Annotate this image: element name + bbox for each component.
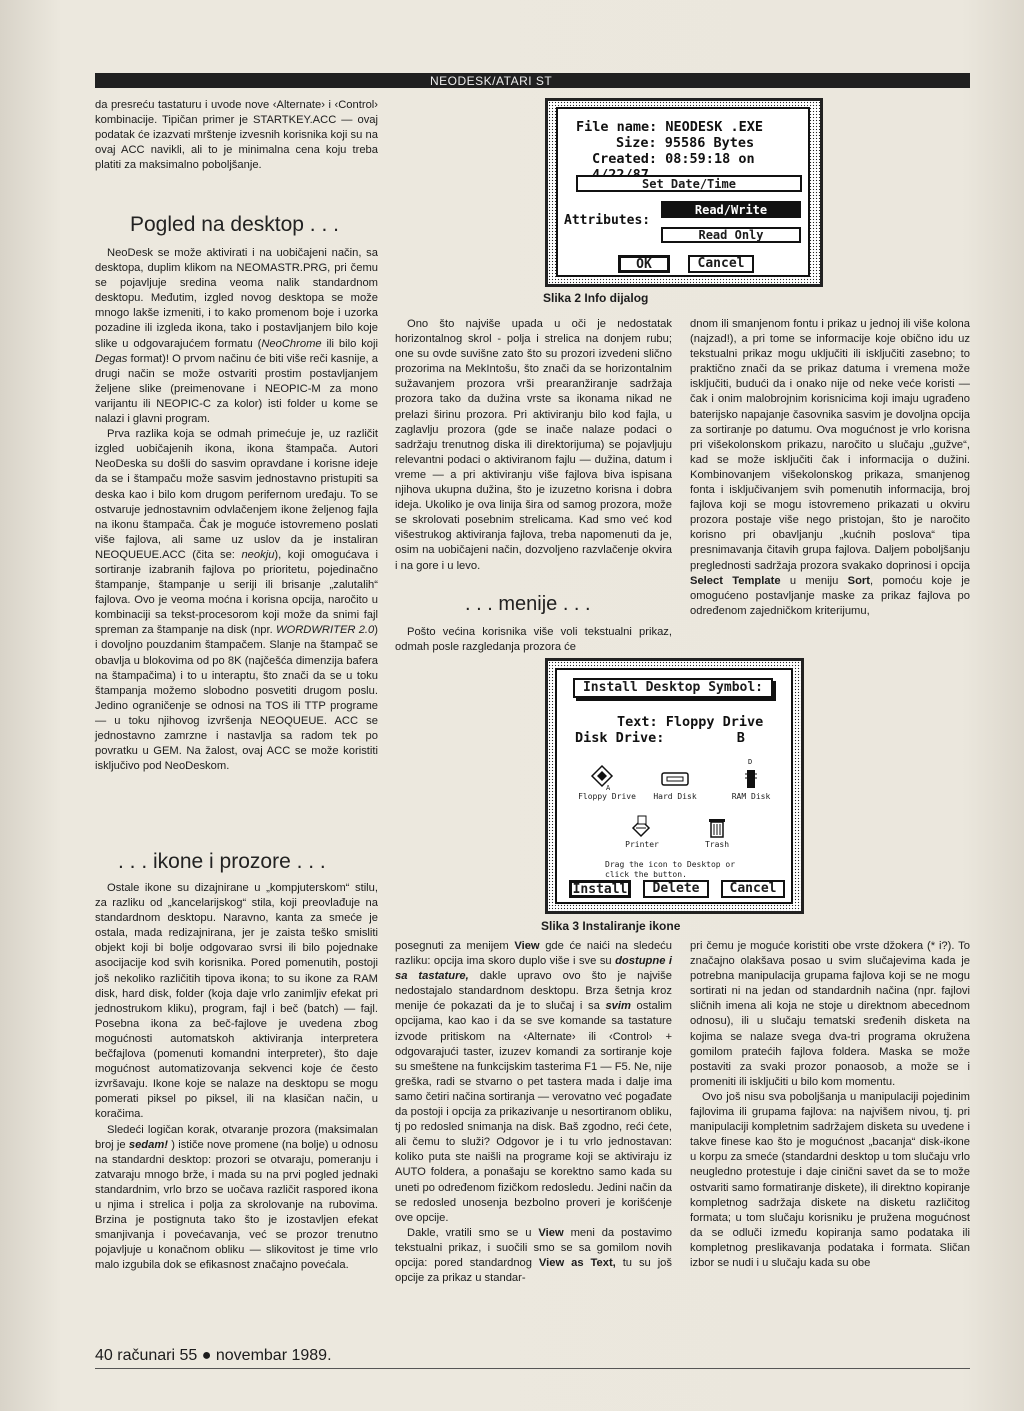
ram-disk-label: RAM Disk	[731, 792, 771, 801]
install-button[interactable]: Install	[569, 880, 631, 898]
disk-drive-label: Disk Drive:	[575, 730, 665, 746]
ram-disk-icon[interactable]	[745, 768, 757, 790]
drag-hint-text: Drag the icon to Desktop or click the button.	[605, 860, 736, 879]
bullet-icon: ●	[201, 1347, 212, 1364]
floppy-drive-icon[interactable]	[589, 764, 615, 788]
size-label: Size:	[616, 135, 657, 151]
created-label: Created:	[592, 151, 658, 167]
size-value: 95586 Bytes	[664, 135, 755, 151]
column-2-bottom	[395, 939, 672, 1286]
paragraph: dnom ili smanjenom fontu i prikaz u jednoj ili više kolona (najzad!), a pri tome se informacije koje obično idu uz tekstualni prikaz mogu uključiti ili isključiti zasebno; to praktično znači da se prikaz datuma i vremena može isključiti, budući da i onako nije od neke veće koristi — čak i onim malobrojnim korisnicima koji imaju ugrađeno baterijsko napajanje časovnika sasvim je dovoljna opcija za sortiranje po datumu. Ova mogućnost je vrlo korisna pri višekolonskom prikazu, naročito u slučaju „gužve“, kad se može isključiti čak i informacija o dužini. Kombinovanjem višekolonskog prikaza, smanjenog fonta i isključivanjem svih pomenutih informacija, broj fajlova koji se mogu istovremeno prikazati u okviru prozora postaje više nego pristojan, što je naročito korisno pri obavljanju „kućnih poslova“ tipa presnimavanja čitavih grupa fajlova. Daljem poboljšanju preglednosti sadržaja prozora svakako doprinosi i opcija Select Template u meniju Sort, pomoću koje je omogućeno postavljanje maske za prikaz fajlova po određenom zajedničkom kriterijumu,	[690, 318, 970, 617]
file-name-value[interactable]: NEODESK .EXE	[665, 119, 763, 135]
paragraph: Pošto većina korisnika više voli tekstualni prikaz, odmah posle razgledanja prozora će	[395, 626, 672, 654]
magazine-issue: računari 55	[117, 1347, 198, 1364]
paragraph: posegnuti za menijem View gde će naići na sledeću razliku: opcija ima skoro duplo više i sve su dostupne i sa tastature, dakle upravo ovo što je najviše nedostajalo standardnom desktopu. Brza šetnja kroz menije će pokazati da je to slučaj i sa svim ostalim opcijama, kao kao i da se sve komande sa tastature izvode pritiskom na ‹Alternate› ili ‹Control› + odgovarajući taster, izuzev komandi za sortiranje koje su smeštene na funkcijskim tasterima F1 — F5. Ne, nije greška, radi se stvarno o pet tastera mada i dalje ima samo četiri načina sortiranja — verovatno već pogađate da postoji i opcija za prikazivanje u nesortiranom obliku, tj po redosled snimanja na disk. Baš zgodno, reći ćete, ali čemu to služi? Odgovor je i tu vrlo jednostavan: koliko puta ste naišli na programe koji se aktiviraju iz AUTO foldera, a ponašaju se korektno samo kada su uneti po određenom fizičkom redosledu. Jedini način da se redosled unosenja bezbolno proveri je korišćenje ove opcije.	[395, 940, 673, 1224]
paragraph: Ostale ikone su dizajnirane u „kompjuterskom“ stilu, za razliku od „kancelarijskog“ stila, koji preovlađuje na standardnom desktopu. Naravno, kanta za smeće je ostala, mada redizajnirana, jer je zaista teško smisliti objekt koji bi bolje odgovarao svrsi ili bilo pojednake asocijacije kod svih korisnika. Pored pomenutih, postoji još nekoliko različitih tipova ikona; to su ikone za RAM disk, hard disk, folder (koja daje vrlo zanimljiv efekat pri jednostrukom kliku), program, fajl i beč (batch) — fajl. Posebna ikona za beč-fajlove je uvedena zbog mogućnosti automatskoh aktiviranja interpretera bečfajlova (pomenuti komandni interpreter), što daje mogućnost automatizovanja sekvenci koje će često izvršavaju. Ikone koje se nalaze na desktopu se mogu pomerati piksel po piksel, ili na klasičan način, u koračima.	[95, 882, 378, 1121]
column-1-intro	[95, 98, 378, 173]
floppy-drive-label: Floppy Drive	[578, 792, 636, 801]
trash-label: Trash	[704, 840, 730, 849]
disk-drive-field[interactable]: B	[736, 730, 745, 746]
cancel-button[interactable]: Cancel	[721, 880, 785, 898]
info-dialog-box	[556, 107, 810, 277]
info-dialog-screenshot	[545, 98, 823, 287]
paragraph: NeoDesk se može aktivirati i na uobičajeni način, sa desktopa, duplim klikom na NEOMASTR.PRG, pri čemu se pojavljuje sredina veoma nalik standardnom desktopu. Međutim, izgled novog desktopa se može mnogo lakše izmeniti, i to kako promenom boje i uzorka pozadine ili izgleda ikona, tako i postavljanjem bilo koje slike u odgovarajućem formatu (NeoChrome ili bilo koji Degas format)! O prvom načinu će biti više reči kasnije, a drugi način se može ostvariti prostim postavljanjem željene slike (preimenovane i NEOPIC-M za mono varijantu ili NEOPIC-C za kolor) isti folder u kome se nalazi i glavni program.	[95, 247, 378, 426]
page-footer	[95, 1347, 332, 1365]
hard-disk-label: Hard Disk	[653, 792, 697, 801]
cancel-button[interactable]: Cancel	[688, 255, 754, 273]
column-1-body	[95, 246, 378, 774]
column-3-top	[690, 317, 970, 619]
delete-button[interactable]: Delete	[643, 880, 709, 898]
trash-icon[interactable]	[707, 816, 727, 838]
paragraph: pri čemu je moguće koristiti obe vrste džokera (* i?). To značajno olakšava posao u svim slučajevima kada je potrebna manipulacija grupama fajlova koji se ne mogu sortirati ni na jedan od standardnih načina (npr. fajlovi sličnih imena ali koja ne stoje u direktnom abecednom odnosu), ili u slučaju tematski sređenih disketa na kojima se nalaze svega dva-tri programa okružena gomilom pratećih fajlova foldera. Maska se može postaviti za svaki prozor ponaosob, a može se i promeniti ili isključiti u bilo kom momentu.	[690, 940, 970, 1088]
paragraph: Dakle, vratili smo se u View meni da postavimo tekstualni prikaz, i suočili smo se sa gomilom novih opcija: pored standardnog View as Text, tu su još opcije za prikaz u standar-	[395, 1226, 673, 1285]
page-number: 40	[95, 1347, 113, 1364]
paragraph: Sledeći logičan korak, otvaranje prozora (maksimalan broj je sedam! ) ističe nove promene (na bolje) u odnosu na standardni desktop: prozori se otvaraju, pomeranju i zatvaraju mnogo brže, i mada su na prvi pogled jednaki standardnim, vrlo brzo se uočava različit raspored ikona u njima i strelica i polja za skrolovanje na rubovima. Brzina je postignuta tako što je izostavljen efekat smanjivanja i povećavanja, već se prozor trenutno pojavljuje u konačnom obliku — slikovitost je time vrlo malo izgubila dok se efikasnost značajno povećala.	[95, 1123, 378, 1272]
issue-date: novembar 1989.	[215, 1347, 332, 1364]
text-label: Text:	[617, 714, 658, 730]
file-name-label: File name:	[576, 119, 658, 135]
ok-button[interactable]: OK	[618, 255, 670, 273]
heading-ikone-i-prozore: . . . ikone i prozore . . .	[118, 850, 326, 873]
read-write-option[interactable]: Read/Write	[661, 201, 801, 218]
text-field[interactable]: Floppy Drive	[665, 714, 764, 730]
created-value: 08:59:18 on	[665, 151, 755, 167]
figure-2-caption: Slika 2 Info dijalog	[543, 291, 649, 305]
intro-paragraph: da presreću tastaturu i uvode nove ‹Alternate› i ‹Control› kombinacije. Tipičan primer je STARTKEY.ACC — ovaj podatak će izazvati mrštenje izvesnih korisnika koji su na ovaj ACC navikli, ali to je minimalna cena koju treba platiti za maksimalno poboljšanje.	[95, 99, 378, 172]
paragraph: Ovo još nisu sva poboljšanja u manipulaciji pojedinim fajlovima ili grupama fajlova: na najvišem nivou, tj. pri manipulaciji kompletnim sadržajem disketa su uvedene i takve finese kao što je mogućnost „bacanja“ disk-ikone u korpu za smeće (standardni desktop u tom slučaju vrlo neugledno protestuje i daje cinični savet da se to može ostvariti samo formatiranje diskete), ili direktno kopiranje kompletnog sadržaja diskete na disketu različitog formata; u tom slučaju korisniku je pružena mogućnost da se odluči između kopiranja samo podataka ili kompletnog preslikavanja podataka i formata. Sličan izbor se nudi i u slučaju kada su obe	[690, 1090, 970, 1269]
install-dialog-box	[555, 668, 793, 904]
heading-pogled-na-desktop: Pogled na desktop . . .	[130, 213, 339, 236]
ram-letter-d: D	[748, 758, 753, 766]
install-dialog-title: Install Desktop Symbol:	[573, 678, 773, 698]
printer-icon[interactable]	[629, 814, 653, 838]
install-icon-screenshot	[545, 658, 804, 914]
paragraph: Prva razlika koja se odmah primećuje je, uz različit izgled uobičajenih ikona, ikona štampača. Autori NeoDeska su došli do sasvim opravdane i korisne ideje da se i štampaču može sasvim jednostavno pristupiti sa deska kao i bilo kom drugom perifernom uređaju. To se ostvaruje jednostavnim odvlačenjem ikone željenog fajla na ikonu štampača. Čak je moguće istovremeno poslati više fajlova, ali same uz uslov da je instaliran NEOQUEUE.ACC (čita se: neokju), koji omogućava i sortiranje izabranih fajlova po prioritetu, pojedinačno štampanje, štampanje u seriji ili brisanje „zalutalih“ fajlova. Ovo je veoma moćna i korisna opcija, naročito u kombinaciji sa tekst-procesorom koji može da snimi fajl spreman za štampanje na disk (npr. WORDWRITER 2.0) i dovoljno pouzdanim štampačem. Slanje na štampač se obavlja u blokovima od po 8K (najčešća dimenzija bafera na štampačima) i to u interaptu, što znači da se u toku štampanja možemo slobodno posvetiti drugom poslu. Jedino ograničenje se odnosi na TOS ili TTP programe — u toku njihovog izvršenja NEOQUEUE. ACC se jednostavno zamrzne i nastavlja sa radom tek po povratku u GEM. Na žalost, ovaj ACC se može koristiti isključivo pod NeoDeskom.	[95, 428, 378, 773]
column-1-bottom	[95, 881, 378, 1273]
printer-label: Printer	[625, 840, 659, 849]
section-header-title: NEODESK/ATARI ST	[430, 74, 553, 88]
floppy-letter-a: A	[606, 784, 611, 792]
column-2-top	[395, 317, 672, 574]
column-2-top-end	[395, 625, 672, 655]
attributes-label: Attributes:	[564, 213, 651, 228]
read-only-option[interactable]: Read Only	[661, 227, 801, 243]
column-3-bottom	[690, 939, 970, 1271]
hard-disk-icon[interactable]	[661, 772, 689, 786]
set-date-time-button[interactable]: Set Date/Time	[576, 175, 802, 192]
footer-rule	[95, 1368, 970, 1369]
paragraph: Ono što najviše upada u oči je nedostatak horizontalnog skrol - polja i strelica na donjem rubu; one su ovde suvišne zato što su prozori izvedeni slično prozorima na MekIntošu, što znači da se horizontalnim sužavanjem prozora vrši prearanžiranje sadržaja prozora tako da dužina vrste sa ikonama nikad ne prelazi širinu prozora. Pri aktiviranju bilo kod fajla, u zaglavlju prozora (gde se inače nalaze podaci o sadržaju trenutnog diska ili direktorijuma) se pojavljuju relevantni podaci o aktiviranom fajlu — dužina, datum i vreme — a pri aktiviranju više fajlova biva ispisana njihova ukupna dužina, što je izuzetno korisna i dobra ideja. Ukoliko je ova linija šira od samog prozora, može se skrolovati posebnim strelicama. Kad smo već kod višestrukog aktiviranja fajlova, treba napomenuti da je, osim na uobičajeni način, dozvoljeno razvlačenje okvira i na gore i u levo.	[395, 318, 672, 572]
heading-menije: . . . menije . . .	[465, 593, 591, 615]
figure-3-caption: Slika 3 Instaliranje ikone	[541, 919, 681, 933]
